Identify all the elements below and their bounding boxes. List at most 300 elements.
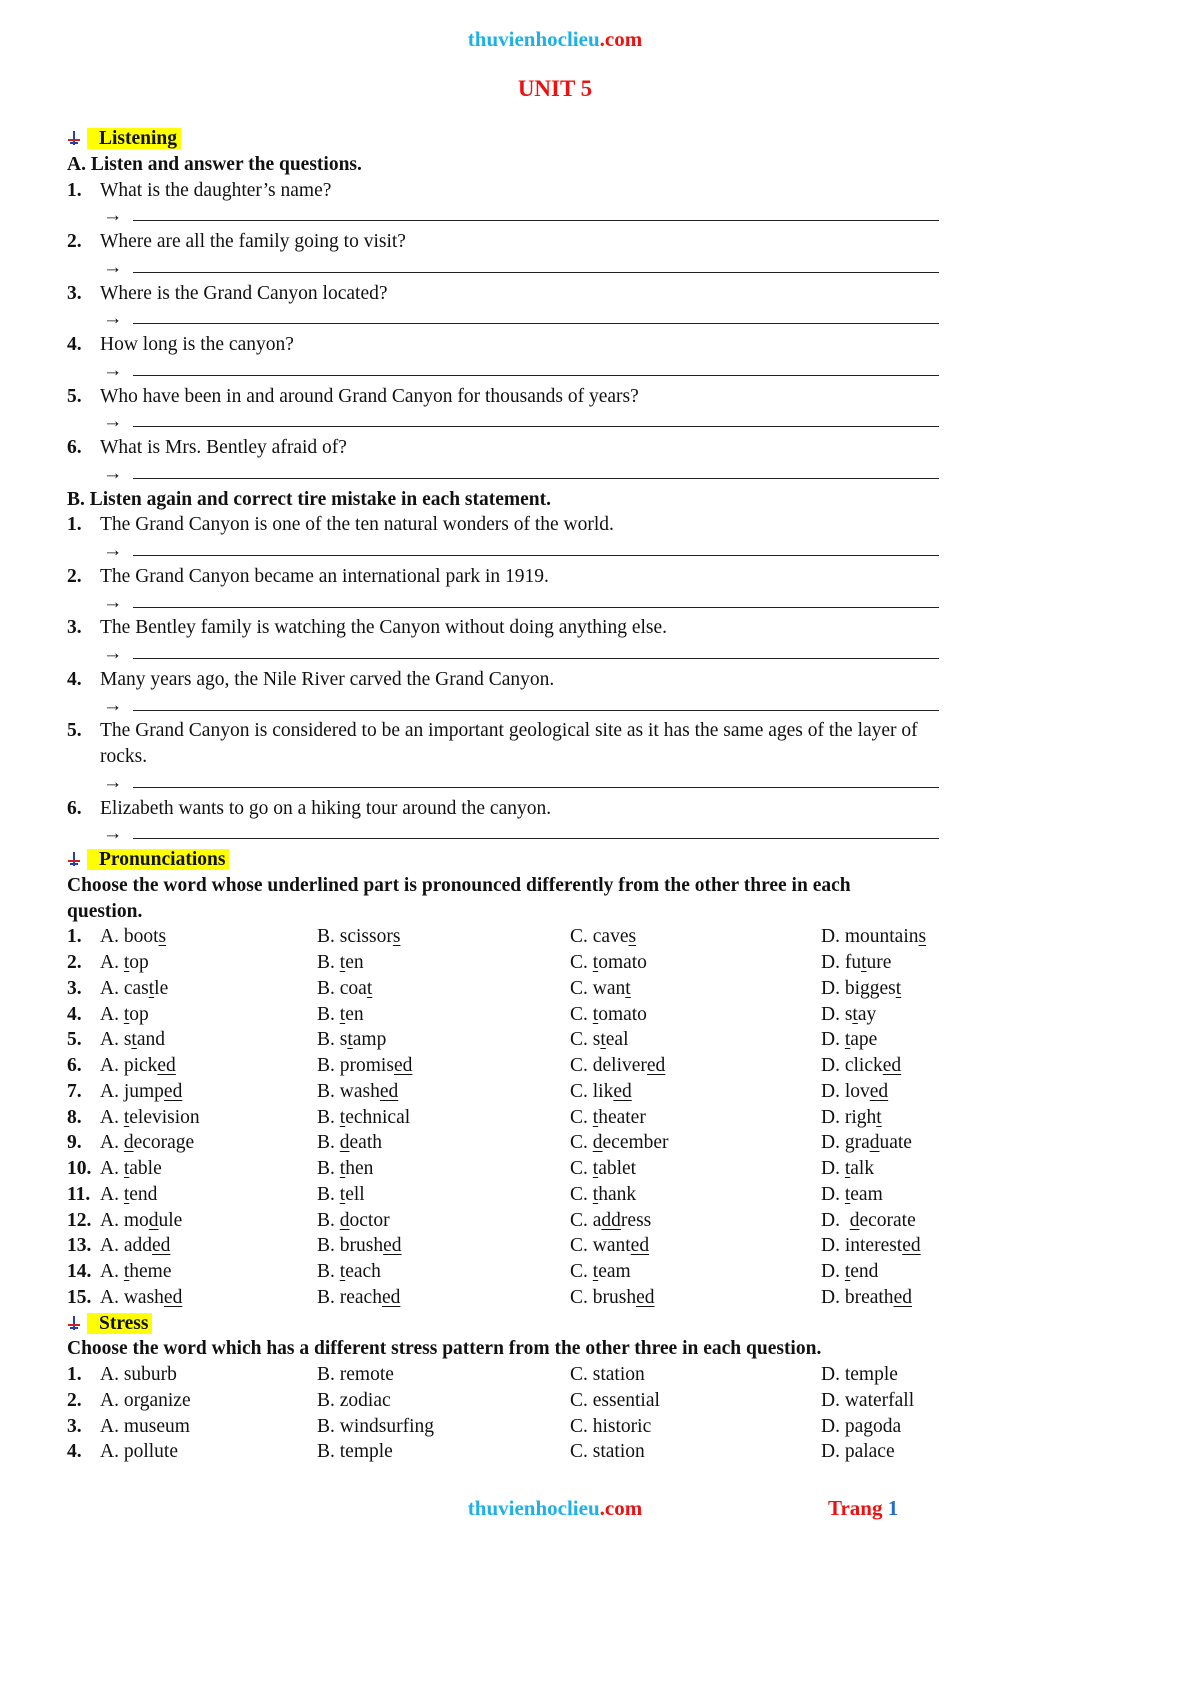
- question-number: 13.: [67, 1235, 92, 1257]
- arrow-icon: →: [103, 411, 123, 433]
- option-pre: D. click: [821, 1055, 883, 1076]
- underlined-part: t: [852, 1003, 858, 1025]
- option[interactable]: [317, 1285, 400, 1311]
- question-number: 8.: [67, 1106, 82, 1128]
- option[interactable]: [821, 924, 926, 950]
- question-number: 4.: [67, 668, 82, 690]
- question-number: 3.: [67, 617, 82, 639]
- option[interactable]: [570, 1027, 629, 1053]
- answer-blank[interactable]: [133, 555, 939, 556]
- option-pre: A. add: [100, 1235, 152, 1257]
- option[interactable]: [821, 1259, 878, 1285]
- answer-blank[interactable]: [133, 323, 939, 324]
- option[interactable]: [821, 1002, 876, 1028]
- underlined-part: t: [339, 1183, 346, 1205]
- question-row: [67, 1362, 1057, 1388]
- option[interactable]: [100, 976, 168, 1002]
- question-text: What is Mrs. Bentley afraid of?: [100, 437, 347, 458]
- underlined-part: s: [158, 926, 167, 948]
- answer-line: [67, 693, 1057, 719]
- part-a-title: [67, 152, 1057, 178]
- option[interactable]: [570, 1208, 651, 1234]
- underlined-part: t: [123, 1003, 130, 1025]
- answer-line: [67, 203, 1057, 229]
- option-pre: D. lov: [821, 1080, 870, 1102]
- statement-text: The Grand Canyon is one of the ten natural wonders of the world.: [100, 514, 614, 536]
- option[interactable]: [821, 1182, 883, 1208]
- option[interactable]: D. temple: [821, 1364, 898, 1385]
- option-pre: A.: [100, 1261, 124, 1282]
- statement-text: The Bentley family is watching the Canyon without doing anything else.: [100, 617, 668, 639]
- question-text: How long is the canyon?: [100, 334, 294, 355]
- option-post: op: [129, 952, 149, 973]
- part-b-title: [67, 487, 1057, 513]
- statement: [67, 796, 1057, 822]
- underlined-part: t: [131, 1029, 137, 1051]
- statement: [67, 512, 1057, 538]
- option[interactable]: [317, 1259, 381, 1285]
- option-post: able: [129, 1158, 162, 1179]
- option[interactable]: [821, 1130, 912, 1156]
- option-pre: D. bigges: [821, 977, 896, 999]
- option-pre: B. promis: [317, 1055, 394, 1076]
- option-post: ecember: [602, 1132, 669, 1154]
- question-number: 2.: [67, 231, 82, 252]
- option-pre: D.: [821, 1209, 850, 1231]
- option[interactable]: [100, 1285, 182, 1311]
- underlined-part: t: [844, 1261, 851, 1282]
- page-title: UNIT 5: [517, 76, 593, 101]
- question: [67, 178, 1057, 204]
- option-pre: C.: [570, 952, 593, 973]
- option[interactable]: C. station: [570, 1364, 645, 1385]
- option-pre: B.: [317, 1261, 340, 1282]
- instruction: [67, 899, 1057, 925]
- option[interactable]: C. essential: [570, 1389, 660, 1411]
- question-number: 6.: [67, 797, 82, 819]
- option-pre: D. mountain: [821, 926, 919, 948]
- statement: [67, 564, 1057, 590]
- option[interactable]: [570, 976, 631, 1002]
- option[interactable]: [570, 1259, 631, 1285]
- question-number: 4.: [67, 1003, 82, 1025]
- option[interactable]: [570, 1053, 665, 1079]
- instruction: [67, 873, 1057, 899]
- option-pre: C.: [570, 1003, 593, 1025]
- option[interactable]: D. pagoda: [821, 1415, 902, 1437]
- option[interactable]: [100, 1002, 149, 1028]
- option-pre: A.: [100, 1183, 124, 1205]
- option-pre: D. gra: [821, 1132, 870, 1154]
- statement-text: Many years ago, the Nile River carved the Grand Canyon.: [100, 668, 555, 690]
- question-number: 6.: [67, 1055, 82, 1076]
- option-pre: C.: [570, 1106, 593, 1128]
- arrow-icon: →: [103, 643, 123, 664]
- statement-text: The Grand Canyon is considered to be an important geological site as it has the same ages of the layer of: [100, 720, 918, 742]
- question-number: 7.: [67, 1080, 82, 1102]
- option[interactable]: [317, 976, 372, 1002]
- answer-line: [67, 821, 1057, 847]
- arrow-icon: →: [103, 205, 123, 227]
- underlined-part: t: [592, 1106, 599, 1128]
- option[interactable]: [821, 1208, 916, 1234]
- option[interactable]: A. organize: [100, 1389, 191, 1411]
- question-number: 2.: [67, 952, 82, 973]
- question-row: [67, 1027, 1057, 1053]
- option-pre: B.: [317, 952, 340, 973]
- question-row: [67, 1053, 1057, 1079]
- option-post: eal: [605, 1029, 629, 1051]
- option[interactable]: A. suburb: [100, 1364, 177, 1385]
- option[interactable]: [317, 924, 400, 950]
- arrow-icon: →: [103, 823, 123, 845]
- underlined-part: d: [339, 1132, 350, 1154]
- underlined-part: d: [849, 1209, 860, 1231]
- question-row: [67, 950, 1057, 976]
- page-number: [828, 1496, 898, 1521]
- option-post: and: [136, 1029, 165, 1051]
- question-number: 14.: [67, 1261, 92, 1282]
- option[interactable]: [317, 1002, 364, 1028]
- question-number: 9.: [67, 1132, 82, 1154]
- option-post: eam: [850, 1183, 883, 1205]
- question-number: 2.: [67, 565, 82, 587]
- option-pre: B.: [317, 1209, 340, 1231]
- question-number: 11.: [67, 1183, 91, 1205]
- question-text: Who have been in and around Grand Canyon for thousands of years?: [100, 385, 639, 407]
- question-number: 3.: [67, 977, 82, 999]
- underlined-part: t: [123, 1261, 130, 1282]
- option-pre: B.: [317, 1106, 340, 1128]
- option[interactable]: [100, 1079, 182, 1105]
- option-pre: A.: [100, 1158, 124, 1179]
- question-row: [67, 1439, 1057, 1465]
- question: [67, 384, 1057, 410]
- option-pre: B. coa: [317, 977, 367, 999]
- option[interactable]: [100, 1208, 182, 1234]
- option[interactable]: [570, 950, 647, 976]
- underlined-part: ed: [381, 1286, 401, 1308]
- option-pre: B. brush: [317, 1235, 384, 1257]
- question-number: 1.: [67, 1364, 82, 1385]
- answer-blank[interactable]: [133, 220, 939, 221]
- option-pre: D.: [821, 1029, 845, 1051]
- option-post: alk: [850, 1158, 875, 1179]
- option-pre: A.: [100, 1003, 124, 1025]
- option-pre: A. wash: [100, 1286, 164, 1308]
- page-label: Trang: [828, 1496, 888, 1520]
- answer-blank[interactable]: [133, 375, 939, 376]
- underlined-part: t: [339, 952, 346, 973]
- option-post: echnical: [345, 1106, 411, 1128]
- question-row: [67, 1130, 1057, 1156]
- option-pre: C.: [570, 1183, 593, 1205]
- option[interactable]: [100, 1233, 170, 1259]
- section-pronunciations: [67, 847, 1057, 873]
- answer-blank[interactable]: [133, 710, 939, 711]
- option[interactable]: B. windsurfing: [317, 1415, 434, 1437]
- underlined-part: ed: [869, 1080, 889, 1102]
- option[interactable]: [570, 1079, 632, 1105]
- option-pre: C.: [570, 1158, 593, 1179]
- answer-line: [67, 461, 1057, 487]
- question-number: 4.: [67, 334, 82, 355]
- option-pre: B.: [317, 1003, 340, 1025]
- option[interactable]: [317, 1130, 382, 1156]
- option-post: ecorate: [859, 1209, 916, 1231]
- option-post: en: [345, 952, 364, 973]
- underlined-part: s: [918, 926, 927, 948]
- option[interactable]: [570, 1130, 669, 1156]
- question: [67, 435, 1057, 461]
- option-pre: B.: [317, 1183, 340, 1205]
- option[interactable]: [317, 1182, 365, 1208]
- option-post: elevision: [129, 1106, 200, 1128]
- option-post: le: [154, 977, 169, 999]
- option[interactable]: [821, 1027, 877, 1053]
- underlined-part: t: [592, 1003, 599, 1025]
- question-row: [67, 924, 1057, 950]
- underlined-part: ed: [636, 1286, 655, 1308]
- site-domain-part: .com: [599, 1496, 643, 1520]
- option[interactable]: D. palace: [821, 1441, 895, 1463]
- option-post: ure: [866, 952, 892, 973]
- option[interactable]: [100, 950, 149, 976]
- answer-blank[interactable]: [133, 478, 939, 479]
- arrow-icon: →: [103, 540, 123, 561]
- underlined-part: s: [392, 926, 401, 948]
- option-post: eam: [598, 1261, 631, 1282]
- answer-blank[interactable]: [133, 658, 939, 659]
- underlined-part: ed: [902, 1235, 921, 1257]
- option-post: heme: [129, 1261, 172, 1282]
- option-pre: D. s: [821, 1003, 853, 1025]
- underlined-part: ed: [163, 1286, 183, 1308]
- underlined-part: ed: [630, 1235, 650, 1257]
- option[interactable]: [570, 1233, 649, 1259]
- question-number: 5.: [67, 385, 82, 407]
- underlined-part: ed: [157, 1055, 176, 1076]
- option-post: ell: [345, 1183, 365, 1205]
- question-row: [67, 1388, 1057, 1414]
- option[interactable]: [317, 1027, 386, 1053]
- option[interactable]: [821, 1156, 874, 1182]
- option[interactable]: [100, 924, 166, 950]
- question-number: 4.: [67, 1441, 82, 1463]
- option-post: op: [129, 1003, 149, 1025]
- option-post: end: [850, 1261, 879, 1282]
- option-pre: A. cas: [100, 977, 149, 999]
- section-heading: Listening: [87, 128, 181, 149]
- option-post: omato: [598, 1003, 647, 1025]
- option-pre: C. s: [570, 1029, 601, 1051]
- question-number: 6.: [67, 437, 82, 458]
- page-num: 1: [887, 1496, 899, 1520]
- underlined-part: t: [625, 977, 631, 999]
- underlined-part: t: [339, 1106, 346, 1128]
- option-post: eath: [349, 1132, 382, 1154]
- option[interactable]: [100, 1027, 165, 1053]
- section-heading: Stress: [87, 1313, 152, 1334]
- arrow-icon: →: [103, 308, 123, 330]
- option[interactable]: [317, 950, 364, 976]
- underlined-part: s: [628, 926, 637, 948]
- section-bullet-icon: [67, 1313, 81, 1339]
- underlined-part: t: [600, 1029, 606, 1051]
- site-domain-part: .com: [599, 27, 643, 51]
- option-pre: A.: [100, 952, 124, 973]
- option[interactable]: [821, 1053, 901, 1079]
- underlined-part: t: [861, 952, 867, 973]
- answer-blank[interactable]: [133, 272, 939, 273]
- option-pre: B. wash: [317, 1080, 380, 1102]
- section-bullet-icon: [67, 849, 81, 875]
- option-post: octor: [349, 1209, 390, 1231]
- question-number: 1.: [67, 179, 82, 201]
- option[interactable]: [570, 1285, 655, 1311]
- arrow-icon: →: [103, 462, 123, 484]
- option[interactable]: C. historic: [570, 1415, 652, 1437]
- section-bullet-icon: [67, 128, 81, 154]
- option-post: omato: [598, 952, 647, 973]
- answer-blank[interactable]: [133, 787, 939, 788]
- question-number: 2.: [67, 1389, 82, 1411]
- option-pre: A. mo: [100, 1209, 149, 1231]
- option-post: ape: [850, 1029, 878, 1051]
- question-text: Where is the Grand Canyon located?: [100, 282, 388, 304]
- underlined-part: ed: [393, 1055, 413, 1076]
- answer-blank[interactable]: [133, 607, 939, 608]
- option-post: ule: [158, 1209, 183, 1231]
- option[interactable]: [317, 1233, 402, 1259]
- option[interactable]: [317, 1208, 390, 1234]
- option[interactable]: [821, 1233, 921, 1259]
- option[interactable]: [100, 1156, 162, 1182]
- underlined-part: d: [592, 1132, 603, 1154]
- option-post: en: [345, 1003, 364, 1025]
- underlined-part: ed: [383, 1235, 402, 1257]
- statement-text: Elizabeth wants to go on a hiking tour around the canyon.: [100, 797, 552, 819]
- option[interactable]: [317, 1156, 373, 1182]
- question-row: [67, 1233, 1057, 1259]
- answer-blank[interactable]: [133, 426, 939, 427]
- answer-blank[interactable]: [133, 838, 939, 839]
- question-row: [67, 1285, 1057, 1311]
- option-pre: D.: [821, 1183, 845, 1205]
- worksheet-body: [67, 126, 1057, 1465]
- answer-line: [67, 255, 1057, 281]
- underlined-part: t: [895, 977, 902, 999]
- option[interactable]: A. pollute: [100, 1441, 178, 1463]
- underlined-part: t: [347, 1029, 353, 1051]
- option[interactable]: [821, 1079, 888, 1105]
- option[interactable]: [821, 1285, 912, 1311]
- instruction: [67, 1336, 1057, 1362]
- option-pre: B. s: [317, 1029, 348, 1051]
- question-row: [67, 976, 1057, 1002]
- underlined-part: ed: [379, 1080, 399, 1102]
- underlined-part: ed: [646, 1055, 666, 1076]
- underlined-part: t: [123, 1106, 130, 1128]
- option[interactable]: A. museum: [100, 1415, 190, 1437]
- option-pre: A.: [100, 1106, 124, 1128]
- question-row: [67, 1079, 1057, 1105]
- option[interactable]: [317, 1079, 398, 1105]
- question-row: [67, 1105, 1057, 1131]
- option[interactable]: [821, 976, 901, 1002]
- underlined-part: ed: [613, 1080, 632, 1102]
- underlined-part: t: [123, 1158, 130, 1179]
- option[interactable]: B. temple: [317, 1441, 393, 1463]
- option[interactable]: [317, 1053, 412, 1079]
- option-post: hen: [345, 1158, 374, 1179]
- arrow-icon: →: [103, 771, 123, 793]
- option-post: ecorage: [133, 1132, 195, 1154]
- option-post: ay: [857, 1003, 877, 1025]
- underlined-part: t: [339, 1158, 346, 1179]
- option-pre: D. interest: [821, 1235, 903, 1257]
- option[interactable]: B. remote: [317, 1364, 394, 1385]
- option-post: ress: [620, 1209, 652, 1231]
- option[interactable]: [100, 1130, 194, 1156]
- arrow-icon: →: [103, 359, 123, 381]
- question-number: 15.: [67, 1286, 92, 1308]
- option[interactable]: [100, 1053, 176, 1079]
- option-pre: D. righ: [821, 1106, 877, 1128]
- arrow-icon: →: [103, 256, 123, 278]
- question-row: [67, 1259, 1057, 1285]
- option[interactable]: [317, 1105, 410, 1131]
- question: [67, 229, 1057, 255]
- header-site-name: [0, 27, 1110, 52]
- option-pre: B. scissor: [317, 926, 393, 948]
- underlined-part: d: [869, 1132, 880, 1154]
- option-post: ablet: [598, 1158, 637, 1179]
- option[interactable]: [570, 1105, 646, 1131]
- option[interactable]: B. zodiac: [317, 1389, 391, 1411]
- option[interactable]: [570, 1182, 636, 1208]
- option-pre: C. cave: [570, 926, 629, 948]
- option[interactable]: [821, 950, 891, 976]
- instruction-text: question.: [67, 900, 143, 922]
- option[interactable]: [821, 1105, 882, 1131]
- answer-line: [67, 409, 1057, 435]
- site-name-part: thuvienhoclieu: [467, 27, 600, 51]
- underlined-part: t: [123, 1183, 130, 1205]
- option[interactable]: [100, 1182, 157, 1208]
- option[interactable]: [570, 924, 636, 950]
- underlined-part: t: [844, 1158, 851, 1179]
- option[interactable]: [100, 1259, 172, 1285]
- option-pre: D.: [821, 1261, 845, 1282]
- underlined-part: t: [592, 1183, 599, 1205]
- question-number: 12.: [67, 1209, 92, 1231]
- option[interactable]: D. waterfall: [821, 1389, 915, 1411]
- option[interactable]: [570, 1156, 636, 1182]
- question: [67, 332, 1057, 358]
- underlined-part: t: [592, 1158, 599, 1179]
- underlined-part: t: [844, 1029, 851, 1051]
- option-pre: D.: [821, 1158, 845, 1179]
- underlined-part: t: [148, 977, 155, 999]
- underlined-part: t: [123, 952, 130, 973]
- option[interactable]: [570, 1002, 647, 1028]
- statement: [67, 744, 1057, 770]
- option[interactable]: [100, 1105, 200, 1131]
- option[interactable]: C. station: [570, 1441, 645, 1463]
- option-pre: A. pick: [100, 1055, 158, 1076]
- question-row: [67, 1414, 1057, 1440]
